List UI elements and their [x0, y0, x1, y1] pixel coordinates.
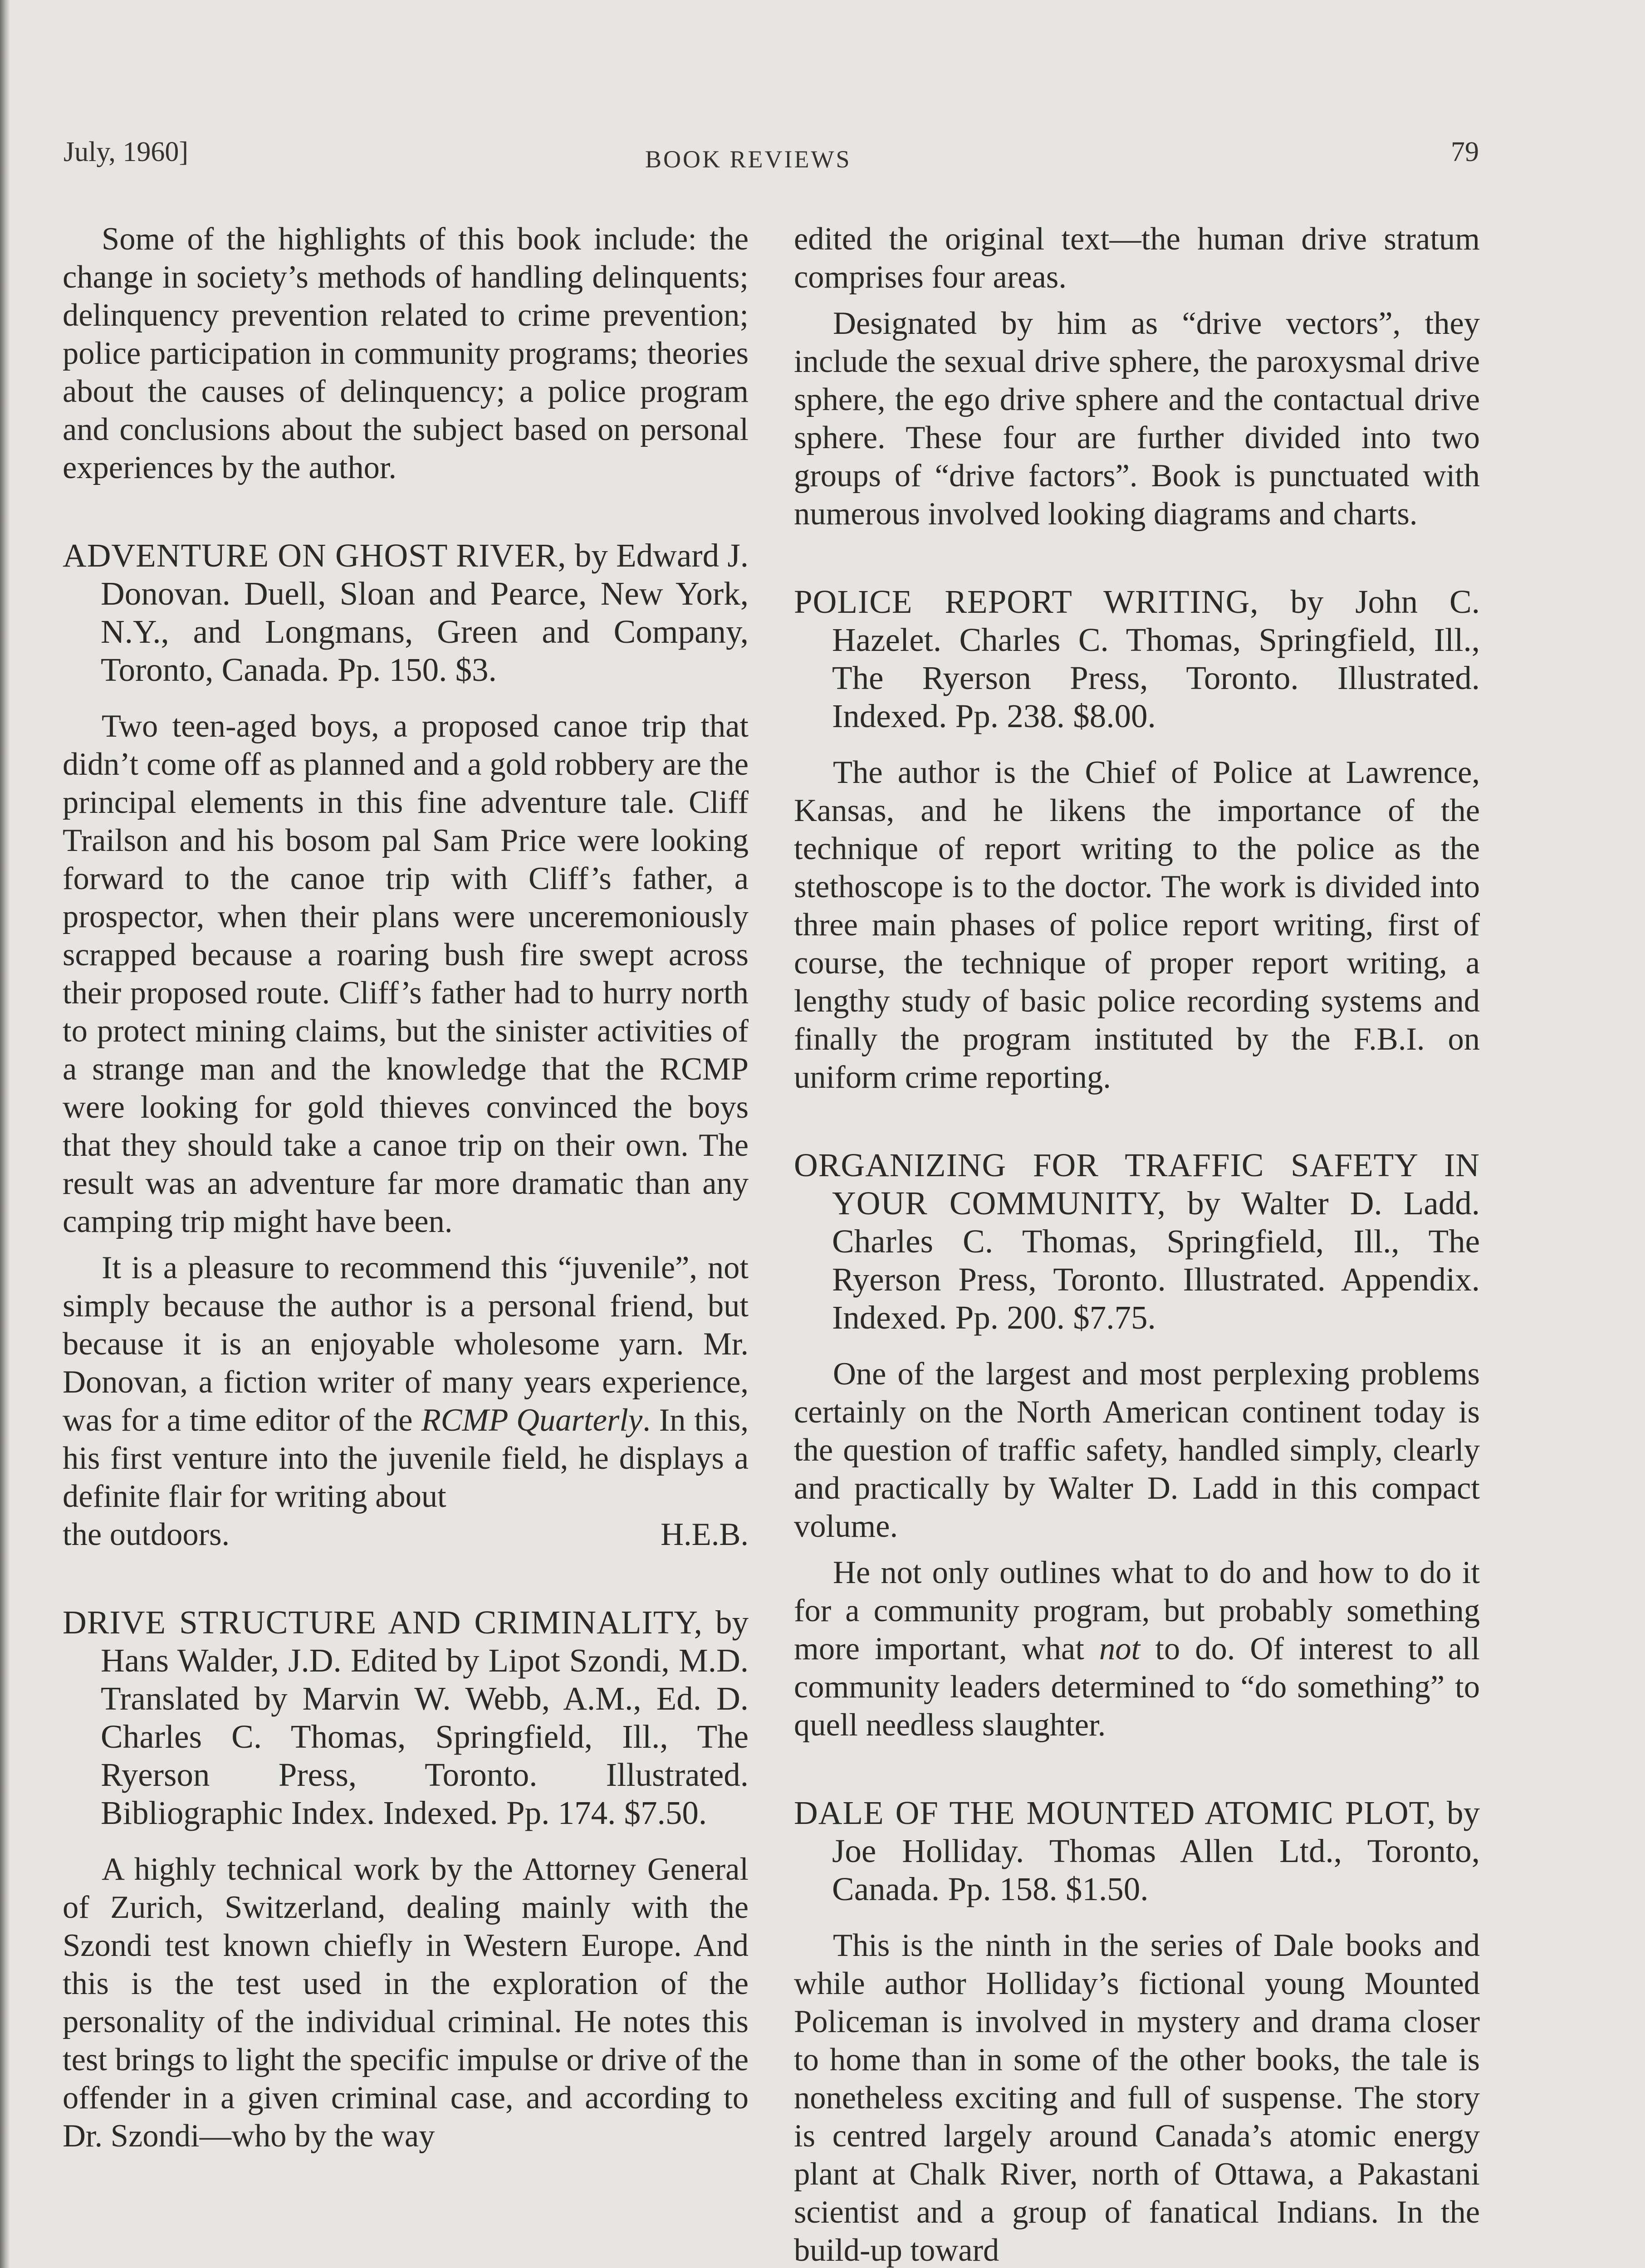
book-title: POLICE REPORT WRITING,: [794, 583, 1259, 620]
review-paragraph: A highly technical work by the Attorney General of Zurich, Switzerland, dealing mainly with the Szondi test known chiefly in Western Europe. And this is the test used in the exploration of the personality of the individual criminal. He notes this test brings to light the specific impulse or drive of the offender in a given criminal case, and according to Dr. Szondi—who by the way: [63, 1852, 749, 2154]
book-citation: by Edward J. Donovan. Duell, Sloan and Pearce, New York, N.Y., and Longmans, Green and Company, Toronto, Canada. Pp. 150. $3.: [101, 537, 749, 688]
emphasis-word: not: [1099, 1631, 1141, 1667]
header-date: July, 1960]: [64, 137, 188, 167]
review-text-last-line: the outdoors.: [63, 1517, 230, 1552]
left-column: [63, 220, 749, 2155]
book-title: ADVENTURE ON GHOST RIVER,: [63, 537, 567, 574]
review-paragraph: Designated by him as “drive vectors”, they include the sexual drive sphere, the paroxysmal drive sphere, the ego drive sphere and the contactual drive sphere. These four are further divided into two groups of “drive factors”. Book is punctuated with numerous involved looking diagrams and charts.: [794, 306, 1480, 532]
review-paragraph: One of the largest and most perplexing problems certainly on the North American continent today is the question of traffic safety, handled simply, clearly and practically by Walter D. Ladd in this compact volume.: [794, 1356, 1480, 1544]
review-paragraph: This is the ninth in the series of Dale books and while author Holliday’s fictional young Mounted Policeman is involved in mystery and drama closer to home than in some of the other books, the tale is nonetheless exciting and full of suspense. The story is centred largely around Canada’s atomic energy plant at Chalk River, north of Ottawa, a Pakastani scientist and a group of fanatical Indians. In the build-up toward: [794, 1928, 1480, 2268]
book-title: DRIVE STRUCTURE AND CRIMINALITY,: [63, 1604, 703, 1641]
book-title: DALE OF THE MOUNTED ATOMIC PLOT,: [794, 1794, 1436, 1831]
intro-paragraph: Some of the highlights of this book include: the change in society’s methods of handling delinquents; delinquency prevention related to crime prevention; police participation in community programs; theories about the causes of delinquency; a police program and conclusions about the subject based on personal experiences by the author.: [63, 221, 749, 485]
page-binding-edge: [0, 0, 10, 2268]
review-heading-drive-structure: [63, 1603, 749, 1832]
continued-paragraph: edited the original text—the human drive stratum comprises four areas.: [794, 221, 1480, 295]
review-heading-traffic-safety: [794, 1146, 1480, 1337]
publication-title: RCMP Quarterly: [421, 1403, 643, 1438]
review-text: to do. Of interest to all community leaders determined to “do something” to quell needless slaughter.: [794, 1631, 1480, 1743]
review-paragraph: [63, 1249, 749, 1515]
review-heading-police-report: [794, 583, 1480, 735]
review-heading-ghost-river: [63, 537, 749, 689]
book-title: ORGANIZING FOR TRAFFIC SAFETY IN YOUR COMMUNITY,: [794, 1147, 1480, 1222]
review-heading-dale: [794, 1794, 1480, 1908]
review-paragraph: [794, 1554, 1480, 1744]
review-text: It is a pleasure to recommend this “juvenile”, not simply because the author is a personal friend, but because it is an enjoyable wholesome yarn. Mr. Donovan, a fiction writer of many years experience, was for a time editor of the: [63, 1250, 749, 1438]
book-citation: by Walter D. Ladd. Charles C. Thomas, Springfield, Ill., The Ryerson Press, Toronto. Illustrated. Appendix. Indexed. Pp. 200. $7.75.: [832, 1185, 1480, 1336]
running-header: [0, 136, 1645, 177]
page-number: 79: [1451, 137, 1479, 167]
book-citation: by Joe Holliday. Thomas Allen Ltd., Toronto, Canada. Pp. 158. $1.50.: [832, 1794, 1480, 1907]
header-section-title: BOOK REVIEWS: [645, 146, 852, 173]
right-column: [794, 220, 1480, 2268]
book-citation: by Hans Walder, J.D. Edited by Lipot Szondi, M.D. Translated by Marvin W. Webb, A.M., Ed. D. Charles C. Thomas, Springfield, Ill., The Ryerson Press, Toronto. Illustrated. Bibliographic Index. Indexed. Pp. 174. $7.50.: [101, 1604, 749, 1831]
review-paragraph: The author is the Chief of Police at Lawrence, Kansas, and he likens the importance of the technique of report writing to the police as the stethoscope is to the doctor. The work is divided into three main phases of police report writing, first of course, the technique of proper report writing, a lengthy study of basic police recording systems and finally the program instituted by the F.B.I. on uniform crime reporting.: [794, 755, 1480, 1095]
reviewer-signature: H.E.B.: [661, 1517, 749, 1552]
review-paragraph: Two teen-aged boys, a proposed canoe trip that didn’t come off as planned and a gold robbery are the principal elements in this fine adventure tale. Cliff Trailson and his bosom pal Sam Price were looking forward to the canoe trip with Cliff’s father, a prospector, when their plans were unceremoniously scrapped because a roaring bush fire swept across their proposed route. Cliff’s father had to hurry north to protect mining claims, but the sinister activities of a strange man and the knowledge that the RCMP were looking for gold thieves convinced the boys that they should take a canoe trip on their own. The result was an adventure far more dramatic than any camping trip might have been.: [63, 709, 749, 1239]
signature-line: [63, 1515, 749, 1554]
book-citation: by John C. Hazelet. Charles C. Thomas, Springfield, Ill., The Ryerson Press, Toronto. Illustrated. Indexed. Pp. 238. $8.00.: [832, 583, 1480, 734]
review-text: . In this, his first venture into the juvenile field, he displays a definite flair for writing about: [63, 1403, 749, 1514]
review-text: He not only outlines what to do and how to do it for a community program, but probably something more important, what: [794, 1555, 1480, 1667]
